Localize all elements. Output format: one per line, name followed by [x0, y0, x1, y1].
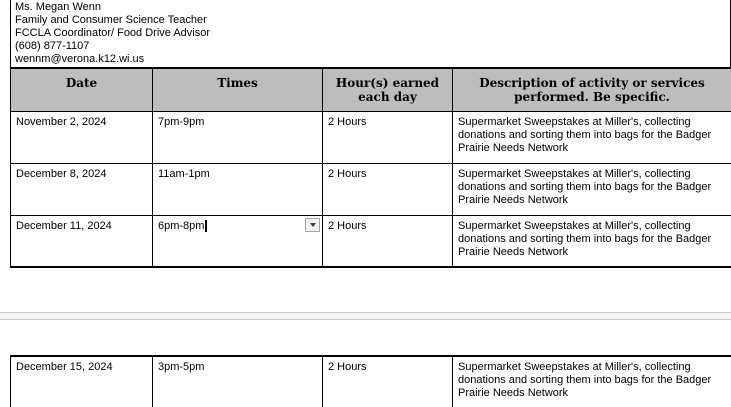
table-row [11, 215, 731, 267]
description-cell[interactable]: Supermarket Sweepstakes at Miller's, collecting donations and sorting them into bags for the Badger Prairie Needs Network [453, 163, 731, 215]
header-description: Description of activity or services performed. Be specific. [453, 68, 731, 111]
contact-role: FCCLA Coordinator/ Food Drive Advisor [15, 27, 211, 39]
date-cell[interactable]: November 2, 2024 [11, 111, 153, 163]
description-cell[interactable]: Supermarket Sweepstakes at Miller's, collecting donations and sorting them into bags for the Badger Prairie Needs Network [453, 111, 731, 163]
date-cell[interactable]: December 11, 2024 [11, 215, 153, 267]
contact-phone: (608) 877-1107 [15, 40, 90, 52]
contact-info-block [10, 0, 731, 67]
hours-cell[interactable]: 2 Hours [323, 163, 453, 215]
times-text: 6pm-8pm [158, 219, 205, 232]
times-cell[interactable]: 11am-1pm [153, 163, 323, 215]
text-cursor [205, 220, 207, 232]
description-cell[interactable]: Supermarket Sweepstakes at Miller's, collecting donations and sorting them into bags for the Badger Prairie Needs Network [453, 356, 731, 407]
hours-cell[interactable]: 2 Hours [323, 356, 453, 407]
contact-name: Ms. Megan Wenn [15, 1, 102, 13]
times-cell-editing[interactable] [153, 215, 323, 267]
header-date: Date [11, 68, 153, 111]
header-row [11, 68, 731, 111]
dropdown-button[interactable] [305, 218, 320, 232]
contact-title: Family and Consumer Science Teacher [15, 14, 207, 26]
date-cell[interactable]: December 8, 2024 [11, 163, 153, 215]
table-row [11, 356, 731, 407]
header-times: Times [153, 68, 323, 111]
page-break-divider [0, 312, 731, 320]
times-cell[interactable]: 7pm-9pm [153, 111, 323, 163]
hours-cell[interactable]: 2 Hours [323, 215, 453, 267]
table-row [11, 111, 731, 163]
times-cell[interactable]: 3pm-5pm [153, 356, 323, 407]
dropdown-arrow-icon [310, 223, 316, 227]
description-cell[interactable]: Supermarket Sweepstakes at Miller's, collecting donations and sorting them into bags for the Badger Prairie Needs Network [453, 215, 731, 267]
date-cell[interactable]: December 15, 2024 [11, 356, 153, 407]
hours-cell[interactable]: 2 Hours [323, 111, 453, 163]
hours-table-continued [10, 355, 731, 407]
header-hours: Hour(s) earned each day [323, 68, 453, 111]
hours-table [10, 67, 731, 268]
contact-email: wennm@verona.k12.wi.us [15, 53, 145, 65]
table-row [11, 163, 731, 215]
